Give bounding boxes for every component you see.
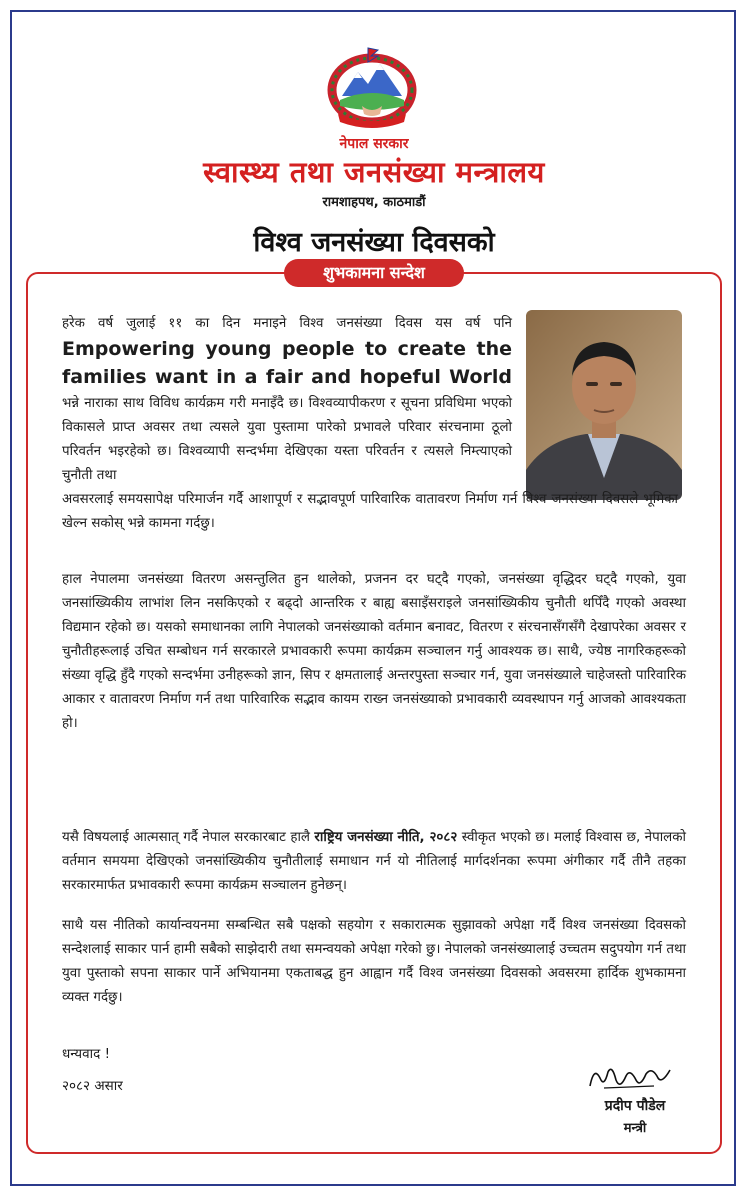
signature-icon: [584, 1060, 674, 1094]
greeting-badge: शुभकामना सन्देश: [284, 259, 464, 287]
signer-title: मन्त्री: [623, 1121, 647, 1136]
government-label: नेपाल सरकार: [339, 136, 409, 152]
message-paragraph-4: साथै यस नीतिको कार्यान्वयनमा सम्बन्धित सबै पक्षको सहयोग र सकारात्मक सुझावको अपेक्षा गर्दै विश्व जनसंख्या दिवसको सन्देशलाई साकार पार्न हामी सबैको साझेदारी तथा समन्वयको अपेक्षा गरेको छु। नेपालको जनसंख्यालाई उच्चतम सदुपयोग गर्न तथा युवा पुस्ताको सपना साकार पार्ने अभियानमा एकताबद्ध हुन आह्वान गर्दै विश्व जनसंख्या दिवसको अवसरमा हार्दिक शुभकामना व्यक्त गर्दछु।: [62, 918, 686, 1005]
day-title: विश्व जनसंख्या दिवसको: [253, 227, 495, 258]
minister-photo: [526, 310, 682, 500]
thanks-text: धन्यवाद !: [62, 1046, 110, 1062]
p1-intro: हरेक वर्ष जुलाई ११ का दिन मनाइने विश्व जनसंख्या दिवस यस वर्ष पनि: [62, 316, 512, 331]
p3-body: स्वीकृत भएको छ। मलाई विश्वास छ, नेपालको वर्तमान समयमा देखिएको जनसांख्यिकीय चुनौतीलाई समाधान गर्न यो नीतिलाई मार्गदर्शनका रूपमा अंगीकार गर्दै तीनै तहका सरकारमार्फत प्रभावकारी रूपमा कार्यक्रम सञ्चालन हुनेछन्।: [62, 830, 687, 893]
theme-slogan: Empowering young people to create the families want in a fair and hopeful World: [62, 338, 512, 388]
message-paragraph-3: [62, 826, 686, 898]
p1-continuation: अवसरलाई समयसापेक्ष परिमार्जन गर्दै आशापूर्ण र सद्भावपूर्ण पारिवारिक वातावरण निर्माण गर्न विश्व जनसंख्या दिवसले भूमिका खेल्न सकोस् भन्ने कामना गर्दछु।: [62, 492, 678, 531]
p1-body: भन्ने नाराका साथ विविध कार्यक्रम गरी मनाइँदै छ। विश्वव्यापीकरण र सूचना प्रविधिमा भएको विकासले प्राप्त अवसर तथा त्यसले युवा पुस्तामा पारेको प्रभावले परिवार संरचनामा ठूलो परिवर्तन भइरहेको छ। विश्वव्यापी सन्दर्भमा देखिएका यस्ता परिवर्तन र त्यसले निम्त्याएको चुनौती तथा: [62, 396, 512, 483]
message-paragraph-1: [62, 312, 678, 536]
portrait-image: [526, 310, 682, 500]
policy-name: राष्ट्रिय जनसंख्या नीति, २०८२: [314, 830, 458, 845]
ministry-address: रामशाहपथ, काठमाडौं: [322, 195, 426, 210]
date-text: २०८२ असार: [62, 1078, 123, 1094]
ministry-title: स्वास्थ्य तथा जनसंख्या मन्त्रालय: [203, 155, 545, 189]
letterhead: [0, 0, 748, 290]
nepal-government-emblem-icon: [324, 44, 420, 130]
signer-name: प्रदीप पौडेल: [604, 1098, 666, 1114]
message-paragraph-2: हाल नेपालमा जनसंख्या वितरण असन्तुलित हुन थालेको, प्रजनन दर घट्दै गएको, जनसंख्या वृद्धिदर घट्दै गएको, युवा जनसांख्यिकीय लाभांश लिन नसकिएको र बढ्दो आन्तरिक र बाह्य बसाइँसराइले जनसांख्यिकीय चुनौती थपिँदै गएको अवस्था विद्यमान रहेको छ। यसको समाधानका लागि नेपालको जनसंख्याको वर्तमान बनावट, वितरण र संरचनासँगसँगै देखापरेका अवसर र चुनौतीहरूलाई उचित सम्बोधन गर्न सरकारले प्रभावकारी रूपमा कार्यक्रम सञ्चालन गर्नु आवश्यक छ। साथै, ज्येष्ठ नागरिकहरूको संख्या वृद्धि हुँदै गएको सन्दर्भमा उनीहरूको ज्ञान, सिप र क्षमतालाई अन्तरपुस्ता सञ्चार गर्न, युवा जनसंख्याले चाहेजस्तो पारिवारिक आकार र वातावरण निर्माण गर्न तथा पारिवारिक सद्भाव कायम राख्न जनसंख्याको प्रभावकारी व्यवस्थापन गर्नु आजको आवश्यकता हो।: [62, 572, 686, 731]
p3-intro: यसै विषयलाई आत्मसात् गर्दै नेपाल सरकारबाट हालै: [62, 830, 315, 845]
